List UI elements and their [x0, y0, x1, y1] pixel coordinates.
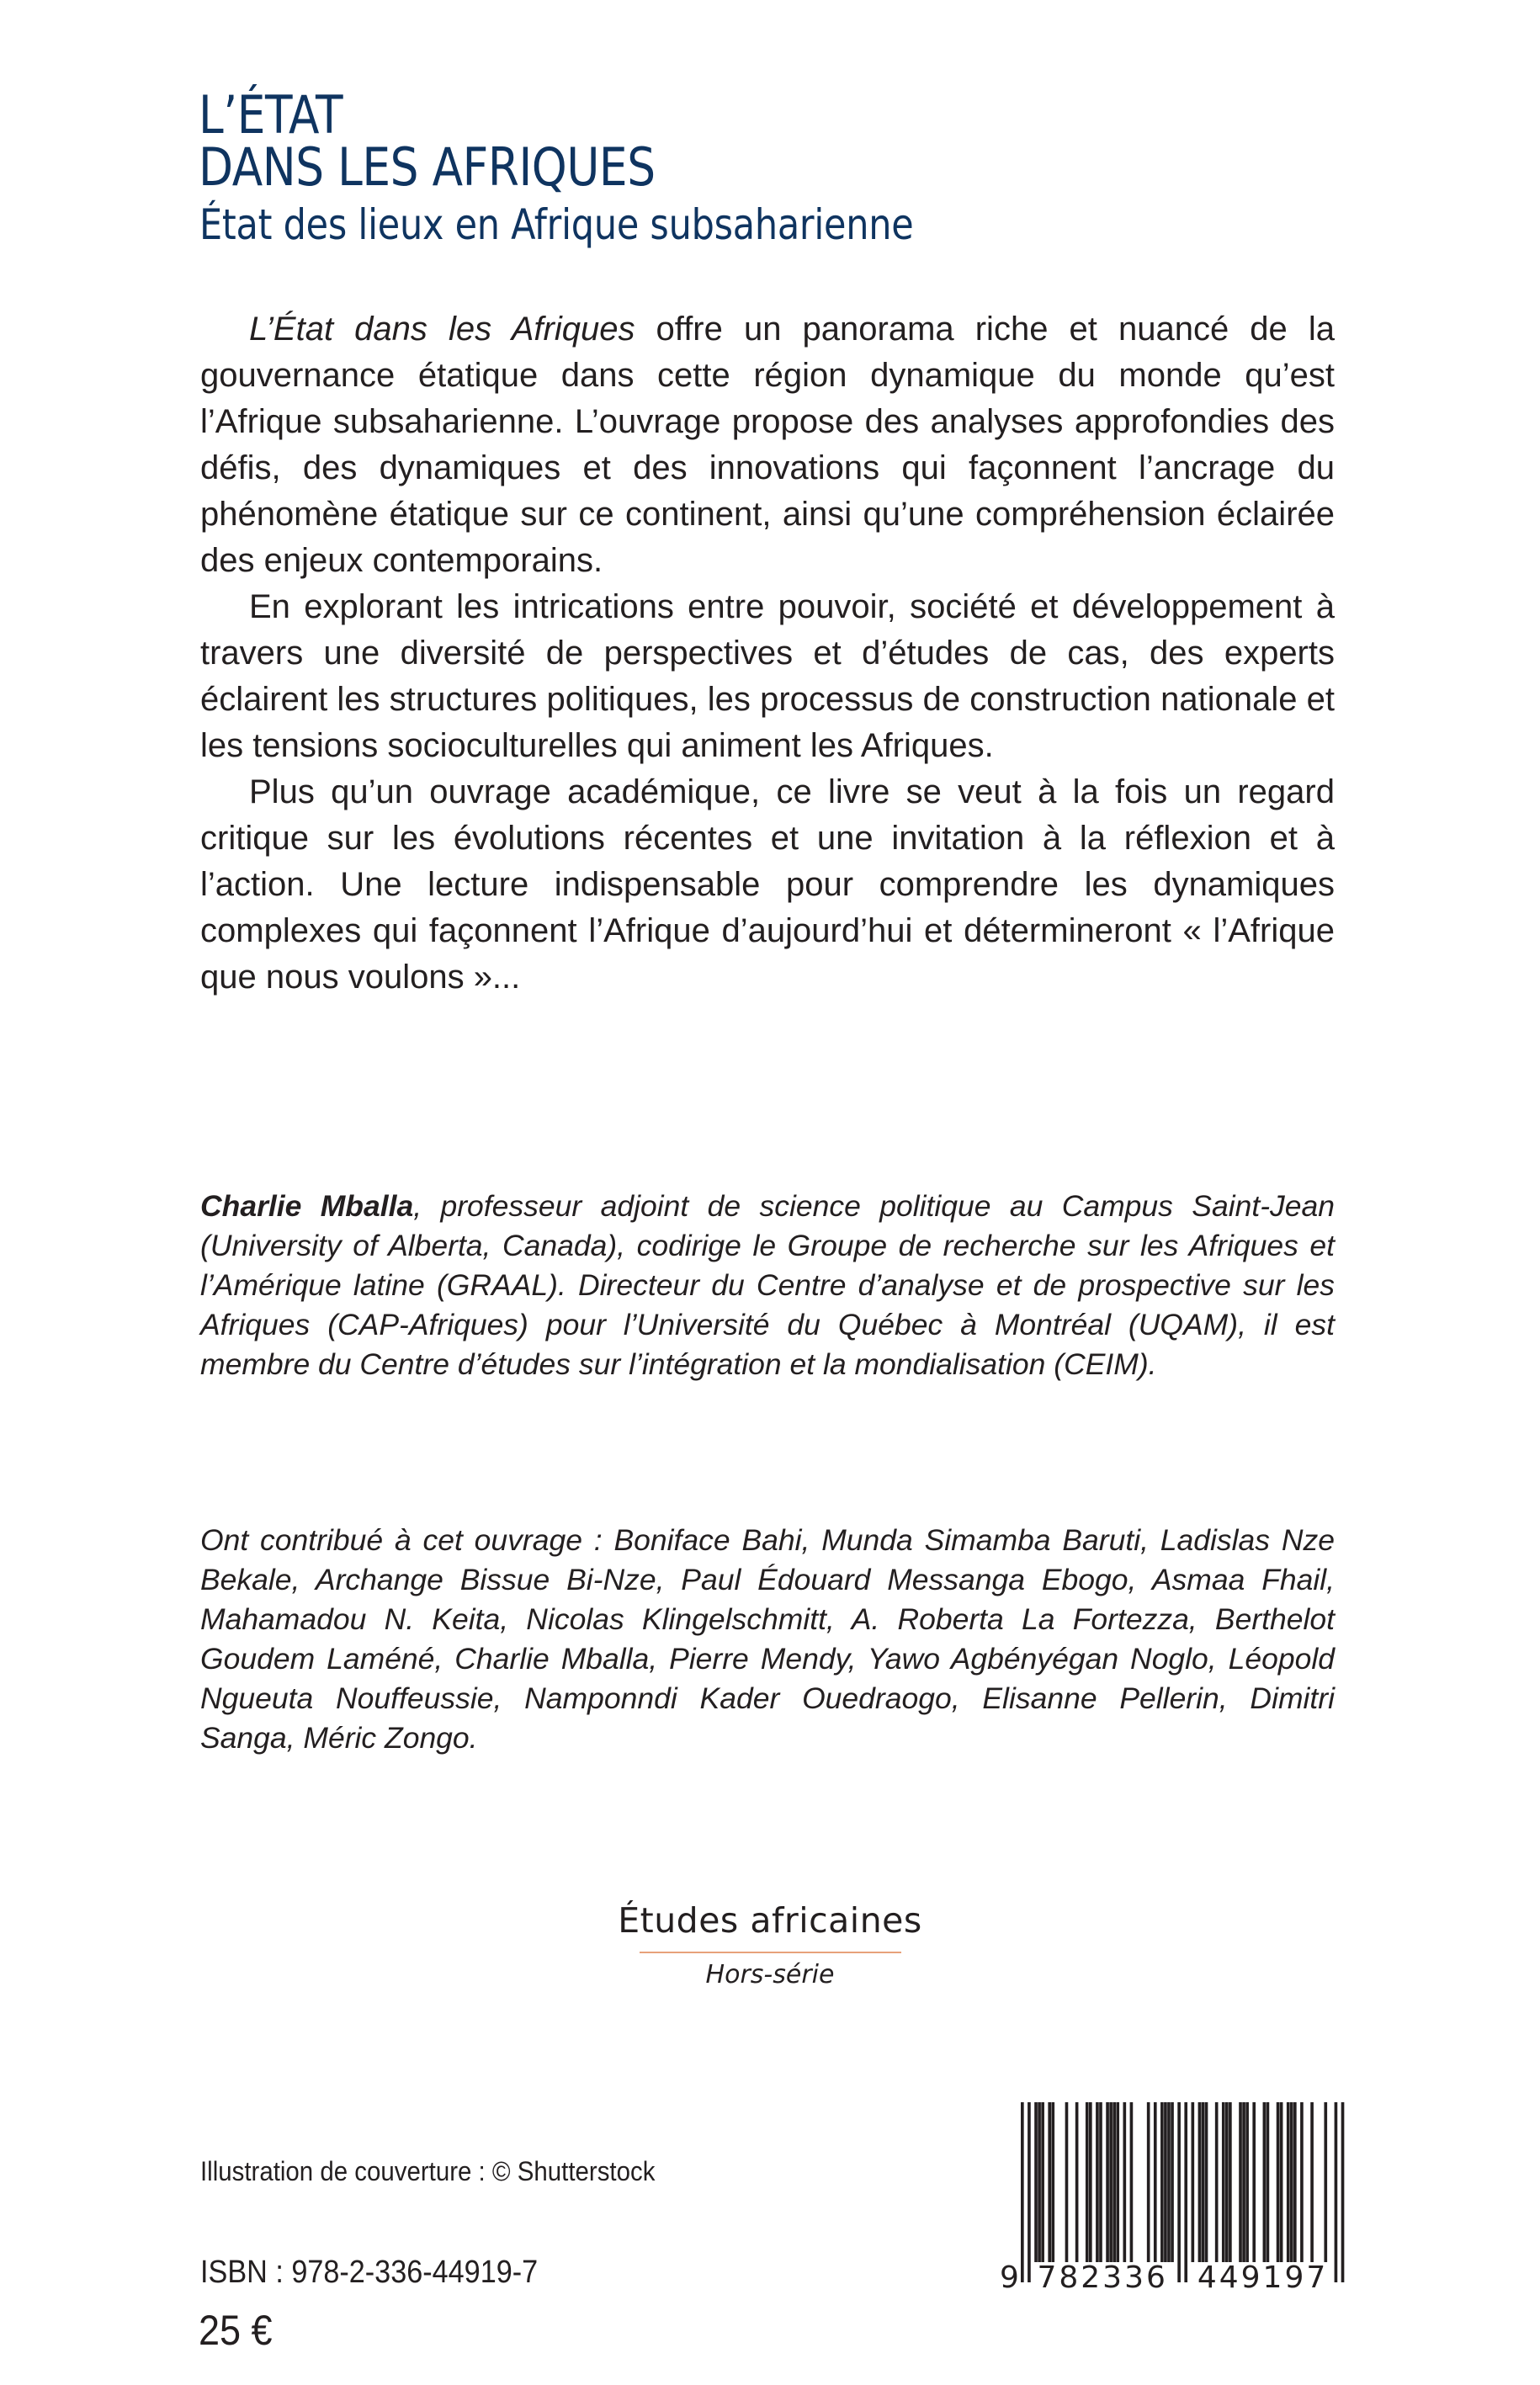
- svg-text:449197: 449197: [1197, 2260, 1329, 2295]
- description-paragraph-1: [200, 306, 1335, 584]
- series-divider: [640, 1952, 901, 1953]
- description-paragraph-1-text: offre un panorama riche et nuancé de la gouvernance étatique dans cette région dynamique du monde qu’est l’Afrique subsaharienne. L’ouvrage propose des analyses approfondies des défis, des dynamiques et des innovations qui façonnent l’ancrage du phénomène étatique sur ce continent, ainsi qu’une compréhension éclairée des enjeux contemporains.: [200, 311, 1335, 579]
- description: [200, 306, 1335, 1001]
- author-bio-paragraph: [200, 1187, 1335, 1384]
- description-paragraph-3: Plus qu’un ouvrage académique, ce livre se veut à la fois un regard critique sur les évolutions récentes et une invitation à la réflexion et à l’action. Une lecture indispensable pour comprendre les dynamiques complexes qui façonnent l’Afrique d’aujourd’hui et détermineront « l’Afrique que nous voulons »...: [200, 773, 1335, 996]
- barcode: [998, 2102, 1351, 2296]
- author-bio: [200, 1187, 1335, 1384]
- description-paragraph-2: En explorant les intrications entre pouvoir, société et développement à travers une diversité de perspectives et d’études de cas, des experts éclairent les structures politiques, les processus de construction nationale et les tensions socioculturelles qui animent les Afriques.: [200, 588, 1335, 764]
- contributors: [200, 1521, 1335, 1758]
- barcode-icon: [998, 2102, 1351, 2296]
- title-line-2: DANS LES AFRIQUES: [199, 136, 656, 198]
- title-line-1: L’ÉTAT: [199, 84, 343, 146]
- author-bio-text: , professeur adjoint de science politique au Campus Saint-Jean (University of Alberta, Canada), codirige le Groupe de recherche sur les Afriques et l’Amérique latine (GRAAL). Directeur du Centre d’analyse et de prospective sur les Afriques (CAP-Afriques) pour l’Université du Québec à Montréal (UQAM), il est membre du Centre d’études sur l’intégration et la mondialisation (CEIM).: [200, 1189, 1336, 1381]
- series-logo: [589, 1898, 951, 1994]
- price: 25 €: [199, 2307, 273, 2354]
- series-subtitle: Hors-série: [705, 1960, 835, 1989]
- author-name: Charlie Mballa: [200, 1189, 414, 1223]
- subtitle: État des lieux en Afrique subsaharienne: [199, 200, 914, 249]
- series-name: Études africaines: [618, 1900, 922, 1941]
- svg-text:782336: 782336: [1037, 2260, 1168, 2295]
- cover-illustration-credit: Illustration de couverture : © Shutterstock: [200, 2156, 656, 2186]
- svg-text:9: 9: [1000, 2260, 1019, 2295]
- contributors-paragraph: Ont contribué à cet ouvrage : Boniface Bahi, Munda Simamba Baruti, Ladislas Nze Bekale, Archange Bissue Bi-Nze, Paul Édouard Messanga Ebogo, Asmaa Fhail, Mahamadou N. Keita, Nicolas Klingelschmitt, A. Roberta La Fortezza, Berthelot Goudem Laméné, Charlie Mballa, Pierre Mendy, Yawo Agbényégan Noglo, Léopold Ngueuta Nouffeussie, Namponndi Kader Ouedraogo, Elisanne Pellerin, Dimitri Sanga, Méric Zongo.: [200, 1523, 1335, 1755]
- book-title-italic: L’État dans les Afriques: [249, 311, 635, 348]
- isbn: ISBN : 978-2-336-44919-7: [200, 2255, 539, 2290]
